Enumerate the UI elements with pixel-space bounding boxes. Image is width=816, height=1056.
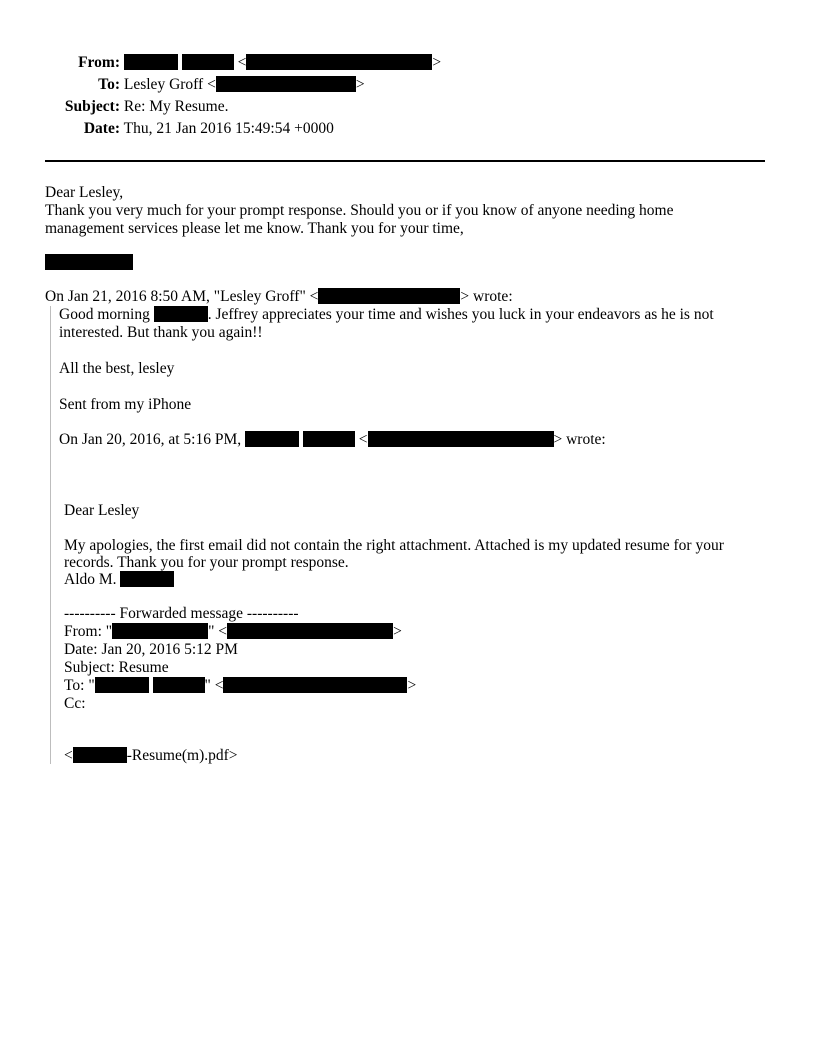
- attachment-link[interactable]: < -Resume(m).pdf>: [64, 747, 238, 764]
- quote-bar: [50, 306, 51, 764]
- subject-value: Re: My Resume.: [123, 98, 229, 115]
- from-label: From:: [78, 54, 120, 71]
- redacted-sender-last-name: [303, 431, 355, 447]
- fwd-from-row: From: " " < >: [64, 623, 402, 640]
- header-divider: [45, 160, 765, 162]
- redacted-sender-email: [368, 431, 554, 447]
- date-value: Thu, 21 Jan 2016 15:49:54 +0000: [123, 120, 334, 137]
- to-row: To: Lesley Groff < >: [45, 76, 365, 94]
- quote1-attribution: On Jan 21, 2016 8:50 AM, "Lesley Groff" < > wrote:: [45, 288, 513, 305]
- quote1-line1: Good morning . Jeffrey appreciates your time and wishes you luck in your endeavors as he is not: [59, 306, 714, 323]
- redacted-surname: [120, 571, 174, 587]
- quote2-greeting: Dear Lesley: [64, 502, 140, 519]
- from-row: From: < >: [45, 54, 441, 72]
- fwd-to-row: To: " " < >: [64, 677, 417, 694]
- subject-label: Subject:: [64, 98, 120, 115]
- forwarded-separator: ---------- Forwarded message ----------: [64, 605, 299, 622]
- reply-body-line2: management services please let me know. Thank you for your time,: [45, 220, 464, 237]
- quote1-signoff: All the best, lesley: [59, 360, 175, 377]
- reply-body-line1: Thank you very much for your prompt response. Should you or if you know of anyone needing home: [45, 202, 674, 219]
- reply-greeting: Dear Lesley,: [45, 184, 124, 201]
- redacted-fwd-from-email: [227, 623, 393, 639]
- redacted-fwd-to-last-name: [153, 677, 205, 693]
- quote2-body-line2: records. Thank you for your prompt response.: [64, 554, 349, 571]
- quote2-body-line1: My apologies, the first email did not contain the right attachment. Attached is my updated resume for your: [64, 537, 724, 554]
- redacted-from-first-name: [124, 54, 178, 70]
- quote2-signature: Aldo M.: [64, 571, 174, 589]
- date-label: Date:: [83, 120, 120, 137]
- redacted-fwd-from-name: [112, 623, 208, 639]
- quote1-sent-from: Sent from my iPhone: [59, 396, 192, 413]
- quote1-attribution2: On Jan 20, 2016, at 5:16 PM, < > wrote:: [59, 431, 606, 448]
- redacted-from-last-name: [182, 54, 234, 70]
- redacted-to-email: [216, 76, 356, 92]
- to-name: Lesley Groff: [123, 76, 204, 93]
- fwd-cc: Cc:: [64, 695, 86, 712]
- redacted-fwd-to-first-name: [95, 677, 149, 693]
- redacted-attachment-prefix: [73, 747, 127, 763]
- redacted-name: [154, 306, 208, 322]
- redacted-from-email: [246, 54, 432, 70]
- fwd-subject: Subject: Resume: [64, 659, 169, 676]
- date-row: [45, 120, 334, 138]
- redacted-sender-first-name: [245, 431, 299, 447]
- quote1-line2: interested. But thank you again!!: [59, 324, 263, 341]
- redacted-fwd-to-email: [223, 677, 407, 693]
- subject-row: [45, 98, 229, 116]
- to-label: To:: [98, 76, 120, 93]
- redacted-signature: [45, 254, 133, 272]
- fwd-date: Date: Jan 20, 2016 5:12 PM: [64, 641, 238, 658]
- redacted-lesley-email: [318, 288, 460, 304]
